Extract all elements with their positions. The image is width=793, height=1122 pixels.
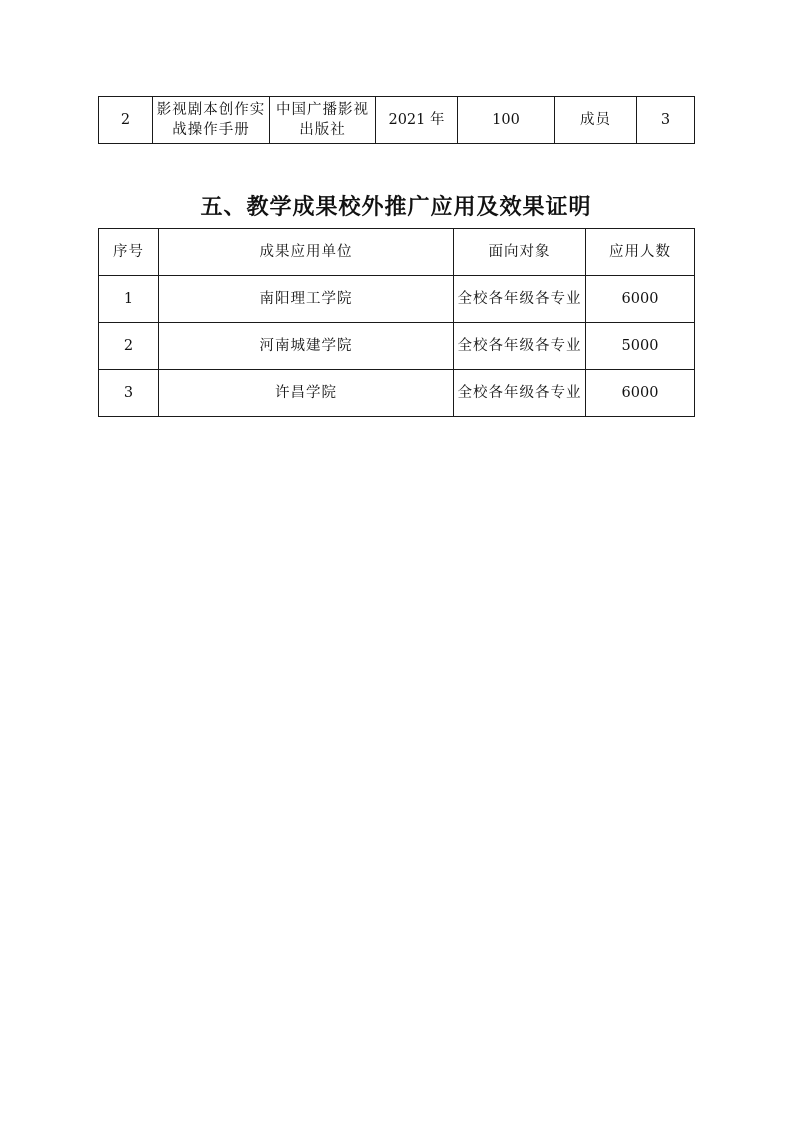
table-header-row bbox=[99, 229, 695, 276]
row-people: 6000 bbox=[586, 370, 695, 417]
section-title: 五、教学成果校外推广应用及效果证明 bbox=[200, 194, 592, 220]
table-row bbox=[99, 323, 695, 370]
header-people: 应用人数 bbox=[586, 229, 695, 276]
row-unit: 许昌学院 bbox=[159, 370, 454, 417]
row-index: 1 bbox=[99, 276, 159, 323]
author-rank: 3 bbox=[637, 97, 695, 144]
book-table bbox=[98, 96, 695, 144]
row-index: 2 bbox=[99, 323, 159, 370]
table-row bbox=[99, 97, 695, 144]
header-unit: 成果应用单位 bbox=[159, 229, 454, 276]
book-title: 影视剧本创作实战操作手册 bbox=[153, 97, 270, 144]
row-target: 全校各年级各专业 bbox=[454, 323, 586, 370]
row-unit: 南阳理工学院 bbox=[159, 276, 454, 323]
author-role: 成员 bbox=[555, 97, 637, 144]
table-row bbox=[99, 276, 695, 323]
row-target: 全校各年级各专业 bbox=[454, 370, 586, 417]
table-row bbox=[99, 370, 695, 417]
header-target: 面向对象 bbox=[454, 229, 586, 276]
header-index: 序号 bbox=[99, 229, 159, 276]
row-target: 全校各年级各专业 bbox=[454, 276, 586, 323]
publish-year: 2021 年 bbox=[376, 97, 458, 144]
row-unit: 河南城建学院 bbox=[159, 323, 454, 370]
row-index: 2 bbox=[99, 97, 153, 144]
promotion-table bbox=[98, 228, 695, 417]
word-count: 100 bbox=[458, 97, 555, 144]
row-people: 5000 bbox=[586, 323, 695, 370]
row-index: 3 bbox=[99, 370, 159, 417]
book-publisher: 中国广播影视出版社 bbox=[270, 97, 376, 144]
row-people: 6000 bbox=[586, 276, 695, 323]
